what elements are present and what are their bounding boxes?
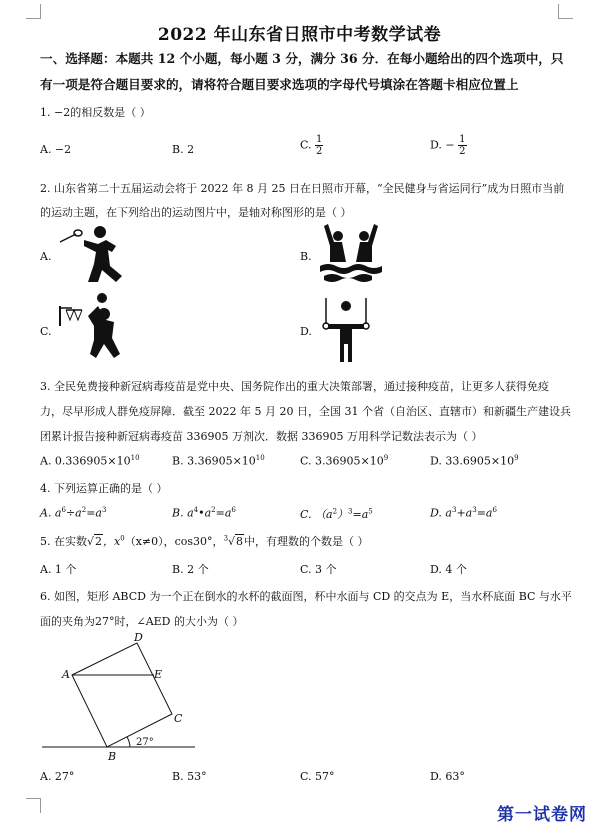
q3-option-a [40,454,140,468]
q5-x-term: ，x [103,535,121,548]
q4-d-exp-2: 3 [472,506,477,514]
q3-option-a-exponent: 10 [130,454,140,462]
site-watermark-logo: 第一试卷网 [497,805,587,825]
exam-title: 2022 年山东省日照市中考数学试卷 [157,25,442,45]
q2-line-1: 2. 山东省第二十五届运动会将于 2022 年 8 月 25 日在日照市开幕，“全民健身与省运同行”成为日照市当前 [40,182,565,195]
label-c: C [174,712,183,725]
q4-a-base: A. a [40,506,62,520]
q1-option-b: B. 2 [172,143,195,156]
q1-option-d-label: D. − [430,138,455,152]
crop-mark-bottom-left [26,798,41,813]
q6-option-a: A. 27° [40,770,75,783]
section-heading-line-1: 一、选择题：本题共 12 个小题，每小题 3 分，满分 36 分．在每小题给出的四个选项中，只 [40,51,564,66]
q1-c-numerator: 1 [316,134,323,145]
q6-option-c: C. 57° [300,770,335,783]
q3-option-d-mantissa: D. 33.6905×10 [430,454,515,468]
q4-c-base: C. （a [300,508,333,521]
q3-option-c-mantissa: C. 3.36905×10 [300,454,384,468]
q1-d-denominator: 2 [459,146,466,157]
q2-option-c: C. [40,325,52,338]
q1-stem: 1. −2的相反数是（ ） [40,106,151,119]
q4-option-d [430,506,497,520]
q4-c-exp-2: 3 [348,507,353,516]
q5-cube-root-index: 3 [223,534,229,543]
q4-b-exp-2: 2 [211,506,216,514]
q4-option-a [40,506,106,520]
q3-option-c-exponent: 9 [383,454,389,462]
q4-b-exp-3: 6 [231,506,236,514]
q5-option-c: C. 3 个 [300,563,337,576]
q4-d-exp-3: 6 [492,506,497,514]
q3-option-d-exponent: 9 [514,454,519,462]
q4-b-mid: •a [198,506,212,520]
q3-option-c [300,454,388,468]
q4-option-c [300,506,373,522]
q3-option-b-mantissa: B. 3.36905×10 [172,454,256,468]
q3-line-2: 力，尽早形成人群免疫屏障．截至 2022 年 5 月 20 日，全国 31 个省（自治区、直辖市）和新疆生产建设兵 [40,405,571,418]
synchronized-swimmers-icon [318,222,384,286]
crop-mark-top-left [26,4,41,19]
q4-c-mid: ） [337,508,349,521]
q4-c-exp-1: 2 [332,507,338,516]
q5-stem: 5. 在实数√2，$x^0(x\ne 0)$，cos30°，$^3$√8中，有理数的个数是（ ） [40,534,369,548]
q3-option-d [430,454,519,468]
rectangle-abcd [72,643,172,747]
q1-option-c-label: C. [300,138,312,152]
crop-mark-top-right [558,4,573,19]
q3-option-a-mantissa: A. 0.336905×10 [40,454,131,468]
q4-a-exp-2: 2 [81,506,87,514]
q4-d-base: D. a [430,506,452,520]
q2-option-b: B. [300,250,312,263]
q5-stem-prefix: 5. 在实数 [40,535,87,548]
q4-d-result: =a [476,506,493,520]
q4-option-b [172,506,236,520]
q1-option-c [300,134,323,157]
q3-line-3: 团累计报告接种新冠病毒疫苗 336905 万剂次．数据 336905 万用科学记数法表示为（ ） [40,430,483,443]
q1-c-denominator: 2 [316,146,323,157]
q3-line-1: 3. 全民免费接种新冠病毒疫苗是党中央、国务院作出的重大决策部署，通过接种疫苗，让更多人获得免疫 [40,380,549,393]
q6-line-1: 6. 如图，矩形 ABCD 为一个正在倒水的水杯的截面图，杯中水面与 CD 的交点为 E，当水杯底面 BC 与水平 [40,590,572,603]
q5-option-a: A. 1 个 [40,563,77,576]
q3-option-b-exponent: 10 [255,454,265,462]
q6-option-d: D. 63° [430,770,465,783]
angle-label-27: 27° [136,737,154,748]
q5-option-b: B. 2 个 [172,563,209,576]
q6-line-2: 面的夹角为27°时，∠AED 的大小为（ ） [40,615,244,628]
q5-option-d: D. 4 个 [430,563,467,576]
q3-option-b [172,454,265,468]
q4-d-exp-1: 3 [451,506,457,514]
q1-option-d [430,134,467,157]
q4-a-mid: ÷a [65,506,82,520]
q4-b-result: =a [215,506,232,520]
q4-c-exp-3: 5 [368,507,373,516]
badminton-player-icon [58,222,138,288]
label-d: D [134,631,143,644]
q4-b-exp-1: 4 [193,506,199,514]
q2-option-d: D. [300,325,312,338]
label-a: A [62,668,70,681]
gymnast-rings-icon [318,296,374,364]
q5-sqrt-radicand: 2 [95,535,103,548]
q6-geometry-figure [40,630,200,765]
q4-c-result: =a [352,508,369,521]
label-e: E [154,668,163,681]
q1-d-numerator: 1 [459,134,466,145]
q5-stem-middle: （x≠0），cos30°， [124,535,224,548]
q4-a-result: =a [86,506,102,520]
q1-option-a: A. −2 [40,143,72,156]
q5-stem-suffix: 中，有理数的个数是（ ） [244,535,369,548]
q2-option-a: A. [40,250,52,263]
q4-b-base: B. a [172,506,194,520]
section-heading-line-2: 有一项是符合题目要求的，请将符合题目要求选项的字母代号填涂在答题卡相应位置上 [40,77,519,92]
angle-arc-27 [127,737,130,747]
q4-stem: 4. 下列运算正确的是（ ） [40,482,168,495]
q1-option-d-fraction [458,134,466,157]
q5-cube-root-radicand: 8 [236,535,244,548]
q6-option-b: B. 53° [172,770,207,783]
label-b: B [108,750,117,763]
q5-zero-exponent: 0 [120,534,125,543]
q4-a-exp-3: 3 [102,506,107,514]
q2-line-2: 的运动主题，在下列给出的运动图片中，是轴对称图形的是（ ） [40,206,352,219]
q4-a-exp-1: 6 [61,506,66,514]
basketball-player-icon [58,292,130,362]
q4-d-mid: +a [456,506,473,520]
q1-option-c-fraction [315,134,323,157]
